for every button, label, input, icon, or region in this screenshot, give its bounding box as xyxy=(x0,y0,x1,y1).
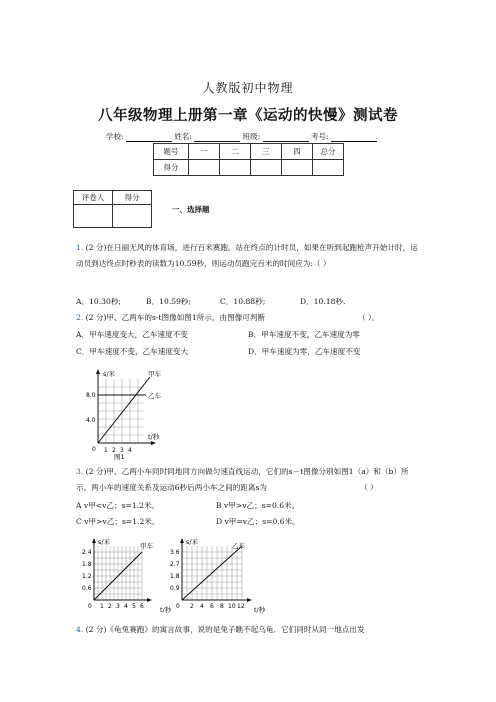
answer-bracket[interactable]: （ ） xyxy=(360,483,378,492)
figure-1-st-graph xyxy=(88,367,198,459)
x-axis-arrow xyxy=(147,598,152,602)
question-text: (2 分)《龟兔赛跑》的寓言故事，说的是兔子瞧不起乌龟．它们同时从同一地点出发 xyxy=(85,625,365,634)
x-tick-label: 2 xyxy=(190,603,194,610)
q3-option-b[interactable]: B v甲>v乙；s=0.6米。 xyxy=(216,501,300,510)
name-blank[interactable] xyxy=(194,133,240,142)
y-tick-label: 2.7 xyxy=(170,561,180,568)
question-text: (2 分)在日丽无风的体育场，进行百米赛跑。站在终点的计时员，如果在听到起跑枪声开始计时，运动员到达终点时秒表的读数为10.59秒，则运动员跑完百米的时间应为:（ ） xyxy=(76,243,418,268)
x-tick-label: 4 xyxy=(128,447,132,454)
figure-caption: 图1 xyxy=(114,453,125,461)
page-title: 八年级物理上册第一章《运动的快慢》测试卷 xyxy=(98,107,398,124)
y-axis-label: s/米 xyxy=(186,538,199,546)
origin-label: 0 xyxy=(88,603,92,610)
q3-option-a[interactable]: A v甲<v乙；s=1.2米。 xyxy=(76,501,160,510)
score-table-score-row xyxy=(154,160,344,176)
q1-option-c[interactable]: C．10.88秒; xyxy=(220,297,266,306)
subject-supertitle: 人教版初中物理 xyxy=(202,81,294,95)
student-info-line xyxy=(106,131,377,142)
x-tick-label: 2 xyxy=(108,603,112,610)
x-tick-label: 1 xyxy=(104,447,108,454)
score-input-cell[interactable] xyxy=(251,160,282,176)
score-cell: 题号 xyxy=(154,144,189,160)
y-axis-arrow xyxy=(96,369,100,374)
question-text: (2 分)甲、乙两小车同时同地同方向做匀速直线运动，它们的s－t图像分别如图1（a）和（b）所示。两小车的速度关系及运动6秒后两小车之间的距离s为 xyxy=(76,467,409,492)
series-label: 甲车 xyxy=(140,542,153,550)
q3-option-d[interactable]: D v甲=v乙；s=0.6米。 xyxy=(216,517,300,526)
question-number: 3. xyxy=(76,467,84,476)
y-tick-label: 2.4 xyxy=(82,549,92,556)
x-tick-label: 4 xyxy=(124,603,128,610)
y-axis-arrow xyxy=(180,538,184,543)
series-label-yi: 乙车 xyxy=(148,392,161,400)
y-tick-label: 8.0 xyxy=(86,392,96,399)
figure-b-st-graph xyxy=(170,536,270,616)
q2-option-a[interactable]: A．甲车速度变大，乙车速度不变 xyxy=(76,330,188,339)
question-4 xyxy=(76,622,422,638)
question-number: 4. xyxy=(76,625,84,634)
grader-table xyxy=(73,190,152,228)
x-tick-label: 1 xyxy=(100,603,104,610)
x-tick-label: 10 xyxy=(228,603,236,610)
y-tick-label: 4.0 xyxy=(86,417,96,424)
q1-option-d[interactable]: D．10.18秒. xyxy=(300,297,346,306)
score-cell: 总分 xyxy=(313,144,344,160)
score-input-cell[interactable] xyxy=(282,160,313,176)
y-tick-label: 0.9 xyxy=(170,585,180,592)
score-cell: 一 xyxy=(189,144,220,160)
origin-label: 0 xyxy=(92,446,96,453)
q1-option-a[interactable]: A．10.30秒; xyxy=(76,297,121,306)
x-tick-label: 8 xyxy=(220,603,224,610)
grader-score-input-cell[interactable] xyxy=(113,205,152,228)
class-label: 班级: xyxy=(242,132,261,141)
x-axis-arrow xyxy=(247,598,252,602)
score-input-cell[interactable] xyxy=(189,160,220,176)
answer-bracket[interactable]: （ ）。 xyxy=(358,313,380,322)
q2-option-c[interactable]: C．甲车速度不变，乙车速度变大 xyxy=(76,347,189,356)
score-cell: 二 xyxy=(220,144,251,160)
y-tick-label: 0.6 xyxy=(82,585,92,592)
score-cell: 三 xyxy=(251,144,282,160)
question-number: 1. xyxy=(76,243,84,252)
q2-option-d[interactable]: D．甲车速度为零，乙车速度不变 xyxy=(248,347,361,356)
q1-option-b[interactable]: B．10.59秒; xyxy=(146,297,192,306)
name-label: 姓名: xyxy=(174,132,192,141)
q2-option-b[interactable]: B．甲车速度不变，乙车速度为零 xyxy=(248,330,360,339)
y-tick-label: 1.2 xyxy=(82,573,92,580)
section-title: 一、选择题 xyxy=(172,205,210,214)
question-number: 2. xyxy=(76,313,84,322)
grader-header: 评卷人 xyxy=(74,191,113,205)
score-table xyxy=(153,143,344,176)
score-cell: 四 xyxy=(282,144,313,160)
x-tick-label: 6 xyxy=(140,603,144,610)
series-label: 乙车 xyxy=(232,542,245,550)
x-tick-label: 6 xyxy=(210,603,214,610)
figure-a-st-graph xyxy=(82,536,178,616)
exam-no-blank[interactable] xyxy=(331,133,377,142)
x-tick-label: 5 xyxy=(132,603,136,610)
x-axis-arrow xyxy=(151,441,156,445)
figure-a-grid xyxy=(94,546,142,600)
x-axis-label: t/秒 xyxy=(254,606,266,614)
x-axis-label: t/秒 xyxy=(160,606,172,614)
y-tick-label: 1.8 xyxy=(82,561,92,568)
x-tick-label: 3 xyxy=(120,447,124,454)
school-label: 学校: xyxy=(106,132,124,141)
question-1 xyxy=(76,240,422,272)
score-input-cell[interactable] xyxy=(313,160,344,176)
q3-option-c[interactable]: C v甲>v乙；s=1.2米。 xyxy=(76,517,160,526)
series-label-jia: 甲车 xyxy=(148,370,161,378)
x-tick-label: 3 xyxy=(116,603,120,610)
exam-no-label: 考号: xyxy=(310,132,329,141)
score-table-header-row xyxy=(154,144,344,160)
score-input-cell[interactable] xyxy=(220,160,251,176)
class-blank[interactable] xyxy=(263,133,309,142)
y-axis-label: s/米 xyxy=(98,538,111,546)
grader-input-cell[interactable] xyxy=(74,205,113,228)
figure-1-grid xyxy=(98,379,144,443)
y-axis-arrow xyxy=(92,538,96,543)
x-tick-label: 4 xyxy=(200,603,204,610)
question-text: (2 分)甲、乙两车的s-t图像如图1所示，由图像可判断 xyxy=(85,313,266,322)
x-tick-label: 12 xyxy=(237,603,245,610)
school-blank[interactable] xyxy=(126,133,172,142)
origin-label: 0 xyxy=(176,603,180,610)
y-tick-label: 3.6 xyxy=(170,549,180,556)
y-axis-label: s/米 xyxy=(103,370,116,378)
score-cell: 得分 xyxy=(154,160,189,176)
x-axis-label: t/秒 xyxy=(148,433,160,441)
grader-score-header: 得分 xyxy=(113,191,152,205)
y-tick-label: 1.8 xyxy=(170,573,180,580)
x-tick-label: 2 xyxy=(112,447,116,454)
